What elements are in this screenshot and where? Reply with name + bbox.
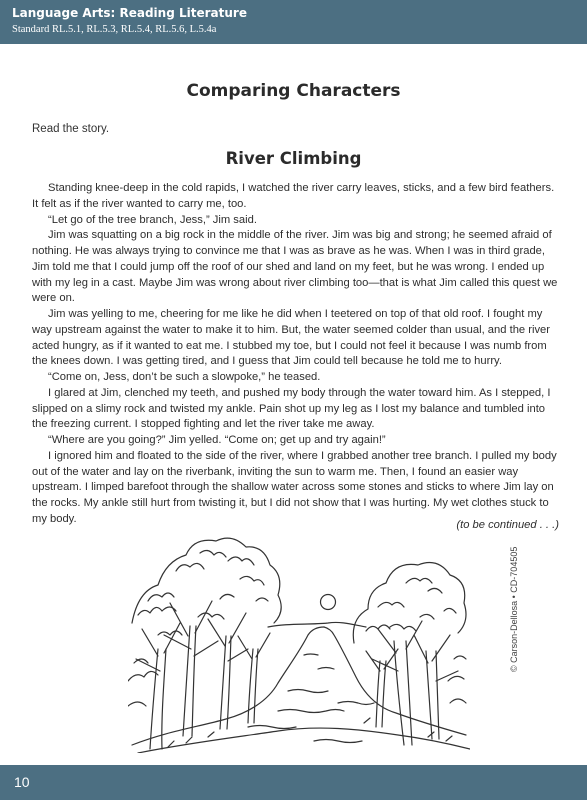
- story-paragraph: Standing knee-deep in the cold rapids, I watched the river carry leaves, sticks, and a few bird feathers. It felt as if the river wanted to carry me, too.: [32, 182, 555, 210]
- river-landscape-illustration: [128, 531, 470, 753]
- story-paragraph: “Let go of the tree branch, Jess,” Jim said.: [48, 213, 257, 226]
- story-paragraph: I ignored him and floated to the side of the river, where I grabbed another tree branch. I pulled my body out of the water and lay on the riverbank, inviting the sun to warm me. Then, I found an easier way upstream. I limped barefoot through the shallow water across some stones and sticks to where Jim lay on the rocks. My ankle still hurt from twisting it, but I did not show that I was hurting. My wet clothes stuck to my body.: [32, 449, 557, 525]
- left-tree-trunk: [150, 649, 166, 749]
- left-tree-trunk: [183, 626, 196, 736]
- story-paragraph: “Where are you going?” Jim yelled. “Come on; get up and try again!”: [48, 434, 386, 446]
- sun-icon: [321, 595, 336, 610]
- left-tree-trunk: [248, 649, 258, 723]
- right-tree-trunk: [426, 651, 439, 739]
- story-title: River Climbing: [225, 149, 362, 168]
- story-paragraph: Jim was yelling to me, cheering for me like he did when I teetered on top of that old roof. I fought my way upstream against the water to make it to him. But, the water seemed colder than usual, and the river acted hungry, as if it wanted to eat me. I stubbed my toe, but I could not feel it because I was numb from the knees down. I was getting tired, and I guess that Jim could tell because he told me to hurry.: [32, 308, 550, 368]
- footer-band: [0, 765, 587, 800]
- right-tree-trunk: [394, 641, 412, 745]
- standard-label: Standard RL.5.1, RL.5.3, RL.5.4, RL.5.6, L.5.4a: [12, 24, 217, 35]
- header-band: [0, 0, 587, 44]
- subject-label: Language Arts: Reading Literature: [12, 6, 247, 20]
- left-tree-trunk: [220, 636, 231, 729]
- story-paragraph: I glared at Jim, clenched my teeth, and pushed my body through the water toward him. As I stepped, I slipped on a slimy rock and twisted my ankle. Pain shot up my leg as I lost my balance and tumbled into the freezing current. I stopped fighting and let the river take me away.: [32, 386, 551, 431]
- right-tree-trunk: [376, 661, 386, 727]
- page-title: Comparing Characters: [186, 81, 401, 101]
- page-number: 10: [14, 774, 30, 790]
- story-paragraph: “Come on, Jess, don’t be such a slowpoke,” he teased.: [48, 371, 321, 383]
- copyright-credit: © Carson-Dellosa • CD-704505: [509, 546, 519, 672]
- story-body: [32, 181, 562, 528]
- continued-note: (to be continued . . .): [456, 519, 559, 531]
- instruction-text: Read the story.: [32, 123, 110, 135]
- story-paragraph: Jim was squatting on a big rock in the middle of the river. Jim was big and strong; he seemed afraid of nothing. He was always trying to convince me that I was as brave as he was. When I was in third grade, Jim told me that I could jump off the roof of our shed and land on my feet, but he was wrong. I ended up with my leg in a cast. Maybe Jim was wrong about river climbing too—that is what Jim called this quest we were on.: [32, 229, 558, 305]
